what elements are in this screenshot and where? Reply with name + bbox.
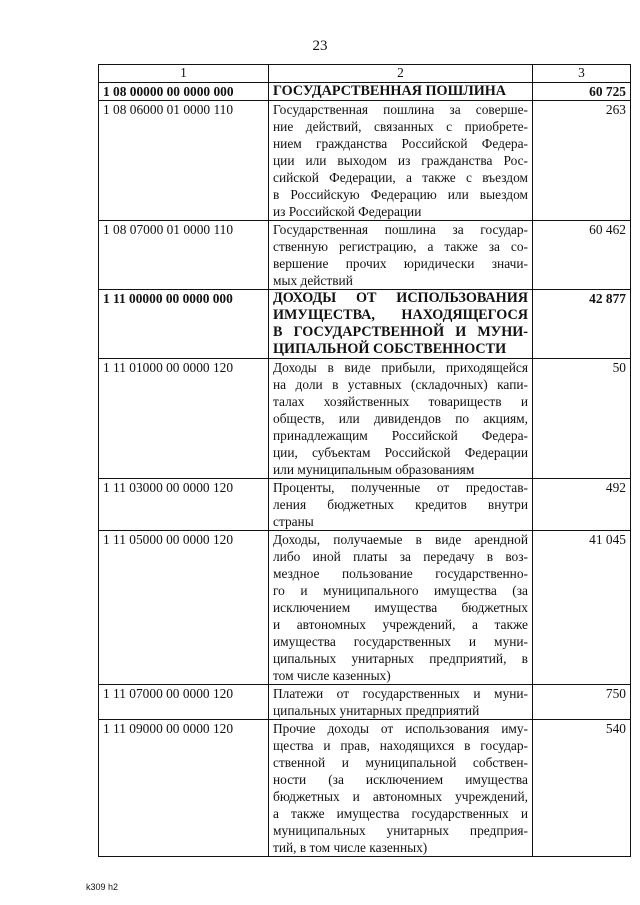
description-line: талах хозяйственных товариществ и [273, 394, 528, 409]
table-row [99, 479, 631, 531]
table-header-row [99, 65, 631, 83]
table-row [99, 359, 631, 479]
amount-cell: 42 877 [533, 290, 631, 359]
amount-cell: 540 [533, 720, 631, 857]
budget-code-cell: 1 08 06000 01 0000 110 [99, 101, 269, 221]
description-cell [269, 685, 533, 720]
description-line: ципальных унитарных предприятий [273, 703, 480, 718]
table-row [99, 83, 631, 101]
description-cell [269, 359, 533, 479]
column-header-amount: 3 [533, 65, 631, 83]
description-line: вершение прочих юридически значи- [273, 256, 528, 271]
description-line: щества и прав, находящихся в государ- [273, 738, 528, 753]
description-line: Государственная пошлина за соверше- [273, 102, 528, 117]
description-line: исключением имущества бюджетных [273, 600, 528, 615]
description-line: на доли в уставных (складочных) капи- [273, 377, 528, 392]
description-line: или муниципальным образованиям [273, 462, 475, 477]
description-line: го и муниципального имущества (за [273, 583, 528, 598]
description-line: Проценты, полученные от предостав- [273, 480, 528, 495]
description-line: Доходы, получаемые в виде арендной [273, 532, 528, 547]
description-line: мездное пользование государственно- [273, 566, 528, 581]
description-cell [269, 221, 533, 290]
budget-code-cell: 1 11 07000 00 0000 120 [99, 685, 269, 720]
description-line: том числе казенных) [273, 668, 391, 683]
description-line: либо иной платы за передачу в воз- [273, 549, 528, 564]
footer-code: k309 h2 [86, 882, 119, 892]
description-line: принадлежащим Российской Федера- [273, 428, 528, 443]
table-row [99, 685, 631, 720]
table-row [99, 531, 631, 685]
budget-code-cell: 1 11 09000 00 0000 120 [99, 720, 269, 857]
revenue-table [98, 64, 631, 857]
description-cell [269, 720, 533, 857]
description-cell [269, 290, 533, 359]
description-line: имущества государственных и муни- [273, 634, 528, 649]
description-cell [269, 101, 533, 221]
description-line: ЦИПАЛЬНОЙ СОБСТВЕННОСТИ [273, 341, 507, 357]
page-number: 23 [312, 38, 328, 54]
budget-code-cell: 1 08 00000 00 0000 000 [99, 83, 269, 101]
description-line: ции или выходом из гражданства Рос- [273, 153, 528, 168]
description-line: ственную регистрацию, а также за со- [273, 239, 528, 254]
table-body [99, 83, 631, 857]
amount-cell: 492 [533, 479, 631, 531]
description-line: сийской Федерации, а также с въездом [273, 170, 528, 185]
description-line: из Российской Федерации [273, 204, 422, 219]
amount-cell: 50 [533, 359, 631, 479]
description-line: ления бюджетных кредитов внутри [273, 497, 528, 512]
description-cell [269, 83, 533, 101]
column-header-code: 1 [99, 65, 269, 83]
description-line: и автономных учреждений, а также [273, 617, 528, 632]
amount-cell: 60 725 [533, 83, 631, 101]
description-line: бюджетных и автономных учреждений, [273, 789, 528, 804]
description-line: ципальных унитарных предприятий, в [273, 651, 528, 666]
budget-code-cell: 1 11 01000 00 0000 120 [99, 359, 269, 479]
description-line: ности (за исключением имущества [273, 772, 528, 787]
description-line: в Российскую Федерацию или выездом [273, 187, 528, 202]
amount-cell: 750 [533, 685, 631, 720]
description-line: ции, субъектам Российской Федерации [273, 445, 528, 460]
description-cell [269, 479, 533, 531]
table-row [99, 720, 631, 857]
description-line: ИМУЩЕСТВА, НАХОДЯЩЕГОСЯ [273, 307, 528, 323]
description-line: а также имущества государственных и [273, 806, 528, 821]
description-line: ственной и муниципальной собствен- [273, 755, 528, 770]
description-line: ние действий, связанных с приобрете- [273, 119, 528, 134]
budget-code-cell: 1 08 07000 01 0000 110 [99, 221, 269, 290]
description-line: обществ, или дивидендов по акциям, [273, 411, 528, 426]
description-cell [269, 531, 533, 685]
description-line: Доходы в виде прибыли, приходящейся [273, 360, 528, 375]
table-row [99, 101, 631, 221]
description-line: Прочие доходы от использования иму- [273, 721, 528, 736]
description-line: страны [273, 514, 314, 529]
budget-code-cell: 1 11 00000 00 0000 000 [99, 290, 269, 359]
table-row [99, 221, 631, 290]
description-line: Платежи от государственных и муни- [273, 686, 528, 701]
description-line: муниципальных унитарных предприя- [273, 823, 528, 838]
budget-code-cell: 1 11 03000 00 0000 120 [99, 479, 269, 531]
description-line: тий, в том числе казенных) [273, 840, 428, 855]
amount-cell: 263 [533, 101, 631, 221]
description-line: нием гражданства Российской Федера- [273, 136, 528, 151]
column-header-description: 2 [269, 65, 533, 83]
description-line: мых действий [273, 273, 353, 288]
description-line: ГОСУДАРСТВЕННАЯ ПОШЛИНА [273, 83, 507, 99]
description-line: Государственная пошлина за государ- [273, 222, 528, 237]
description-line: В ГОСУДАРСТВЕННОЙ И МУНИ- [273, 324, 528, 340]
budget-code-cell: 1 11 05000 00 0000 120 [99, 531, 269, 685]
description-line: ДОХОДЫ ОТ ИСПОЛЬЗОВАНИЯ [273, 290, 528, 306]
amount-cell: 60 462 [533, 221, 631, 290]
table-row [99, 290, 631, 359]
amount-cell: 41 045 [533, 531, 631, 685]
